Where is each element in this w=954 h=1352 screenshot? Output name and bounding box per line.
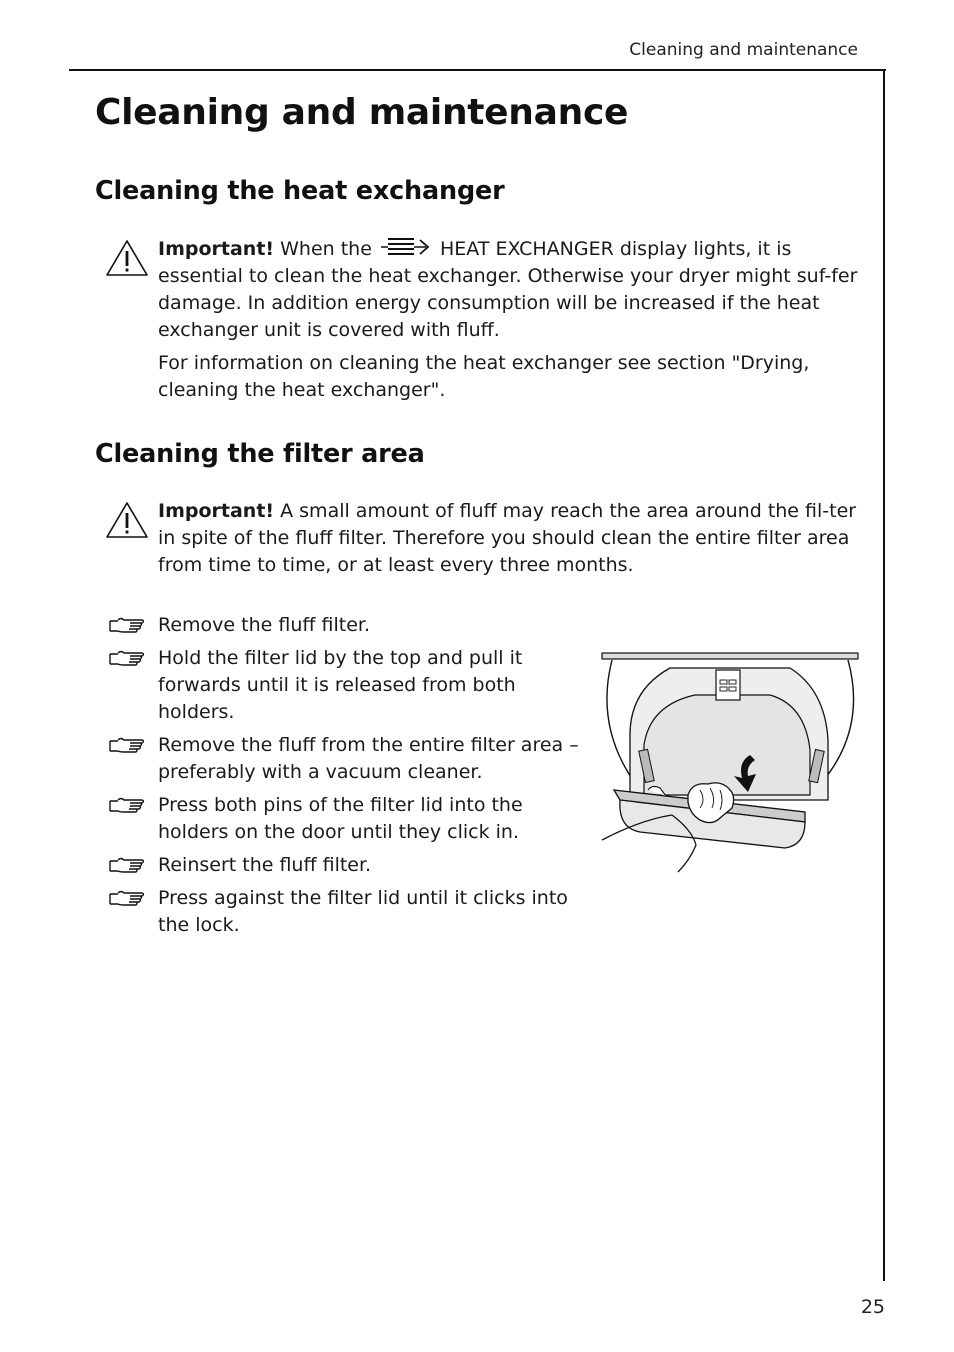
step-text: Reinsert the fluff filter. <box>158 854 372 876</box>
step-text: Press both pins of the filter lid into the holders on the door until they click in. <box>158 794 523 843</box>
important-note-filter-area <box>158 498 860 579</box>
filter-lid-illustration <box>600 650 860 880</box>
pointing-hand-icon <box>108 735 146 757</box>
section-heading-filter-area: Cleaning the filter area <box>95 439 425 469</box>
running-header: Cleaning and maintenance <box>629 40 858 60</box>
instruction-steps <box>108 612 583 945</box>
step-text: Press against the filter lid until it clicks into the lock. <box>158 887 568 936</box>
step-text: Hold the filter lid by the top and pull it forwards until it is released from both holders. <box>158 647 523 723</box>
list-item <box>108 792 583 846</box>
pointing-hand-icon <box>108 648 146 670</box>
list-item <box>108 645 583 726</box>
header-rule <box>69 69 886 71</box>
page-title: Cleaning and maintenance <box>95 92 629 133</box>
heat-exchanger-icon <box>380 236 430 258</box>
list-item <box>108 732 583 786</box>
note-text: A small amount of fluff may reach the area around the fil-ter in spite of the fluff filter. Therefore you should clean the entire filter area from time to time, or at least every three months. <box>158 500 857 576</box>
list-item <box>108 612 583 639</box>
section-heading-heat-exchanger: Cleaning the heat exchanger <box>95 176 505 206</box>
page-number: 25 <box>860 1296 885 1318</box>
note-text-after: HEAT EXCHANGER display lights, it is essential to clean the heat exchanger. Otherwise your dryer might suf-fer damage. In addition energy consumption will be increased if the heat exchanger unit is covered with fluff. <box>158 238 858 341</box>
pointing-hand-icon <box>108 855 146 877</box>
pointing-hand-icon <box>108 795 146 817</box>
paragraph-heat-exchanger-reference: For information on cleaning the heat exchanger see section "Drying, cleaning the heat exchanger". <box>158 352 810 401</box>
step-text: Remove the fluff filter. <box>158 614 370 636</box>
warning-triangle-icon <box>104 500 150 540</box>
list-item <box>108 885 583 939</box>
pointing-hand-icon <box>108 888 146 910</box>
step-text: Remove the fluff from the entire filter area – preferably with a vacuum cleaner. <box>158 734 579 783</box>
important-label: Important! <box>158 238 275 260</box>
pointing-hand-icon <box>108 615 146 637</box>
note-text-before: When the <box>280 238 372 260</box>
important-note-heat-exchanger <box>158 236 860 344</box>
warning-triangle-icon <box>104 238 150 278</box>
side-rule <box>883 69 885 1281</box>
important-label: Important! <box>158 500 275 522</box>
list-item <box>108 852 583 879</box>
